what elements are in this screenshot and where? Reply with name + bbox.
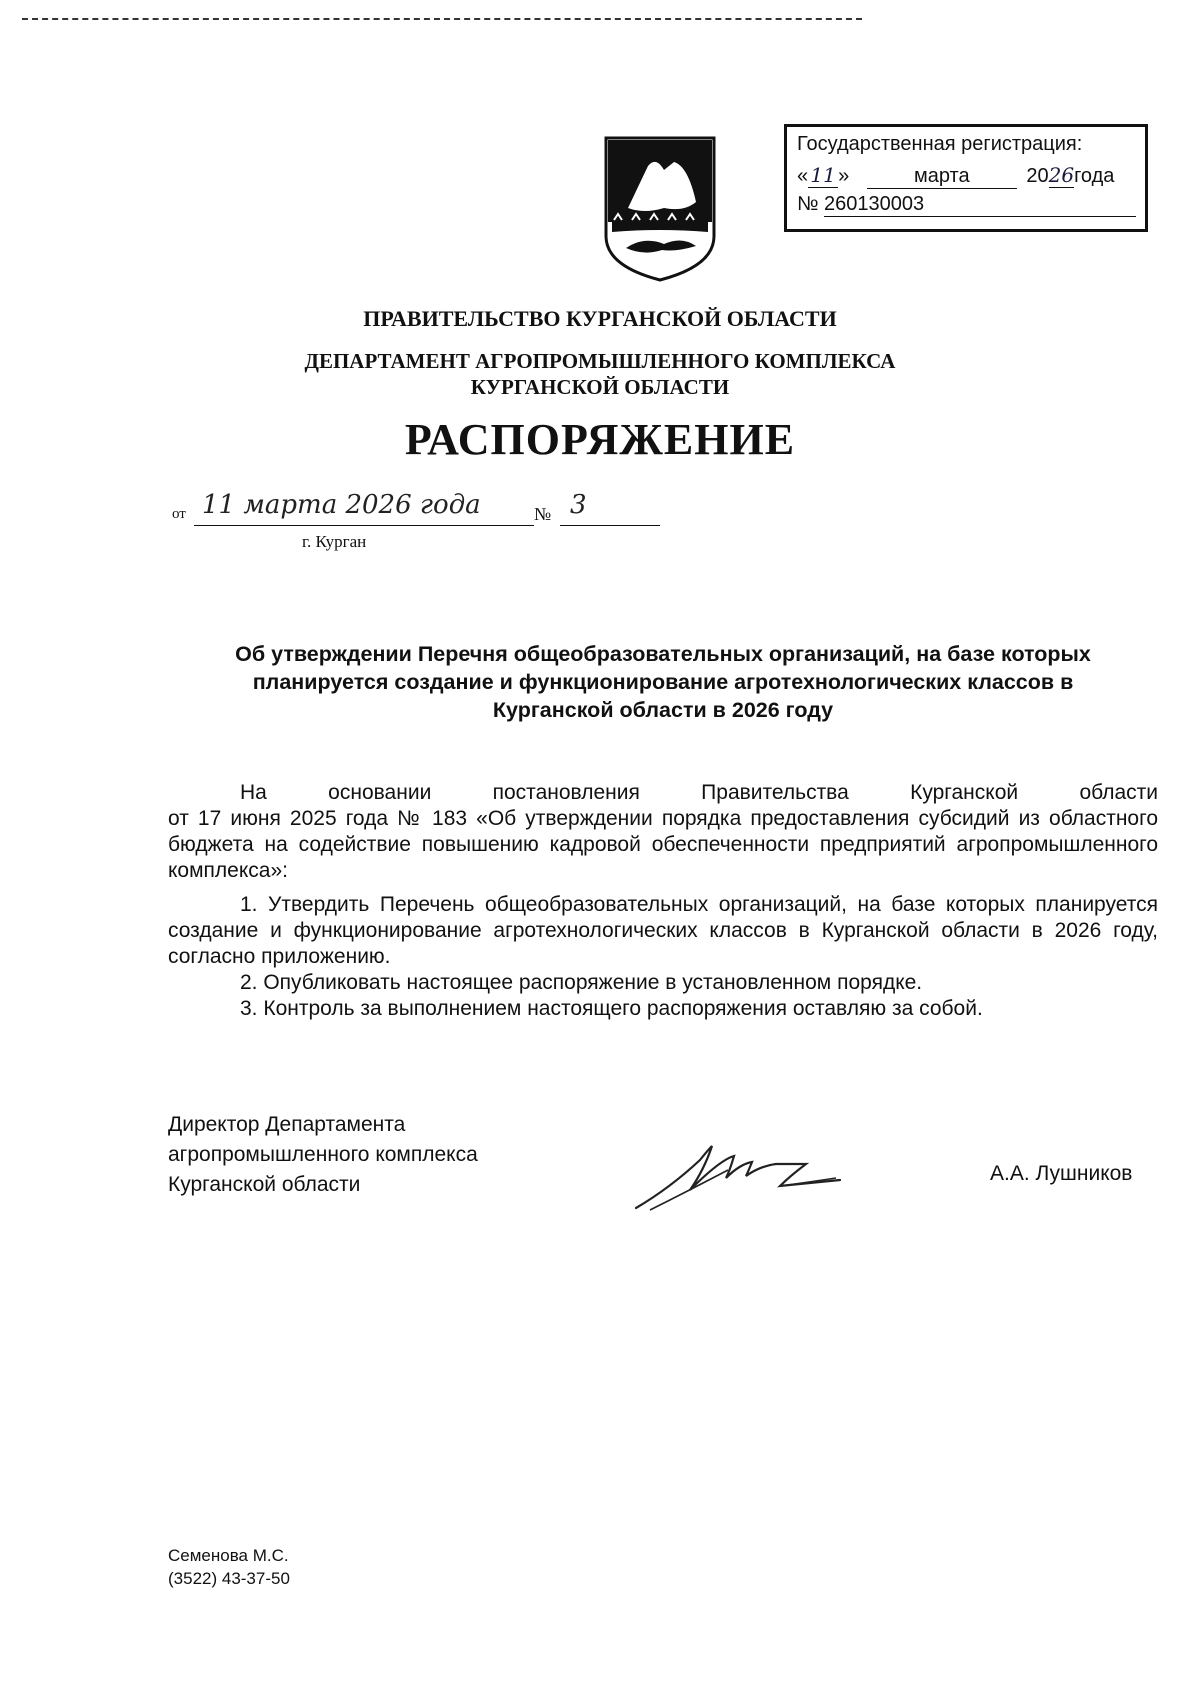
stamp-day: 11 xyxy=(808,163,838,188)
top-divider xyxy=(22,18,862,20)
stamp-number: 260130003 xyxy=(824,193,1136,217)
paragraph-1-first-line: На основании постановления Правительства Курганской области xyxy=(240,781,1158,804)
handwritten-date: 11 марта 2026 года xyxy=(202,490,481,520)
order-date-line xyxy=(172,490,660,526)
stamp-number-row xyxy=(797,193,1136,217)
subject-line1: Об утверждении Перечня общеобразовательных организаций, на базе которых xyxy=(235,642,1091,666)
date-underline xyxy=(194,525,534,526)
government-title: ПРАВИТЕЛЬСТВО КУРГАНСКОЙ ОБЛАСТИ xyxy=(363,306,837,331)
signatory-name: А.А. Лушников xyxy=(990,1162,1133,1185)
signatory-title-line1: Директор Департамента xyxy=(168,1113,406,1136)
signatory-title-line3: Курганской области xyxy=(168,1173,361,1196)
body-item-2: 2. Опубликовать настоящее распоряжение в установленном порядке. xyxy=(240,971,923,994)
coat-of-arms-icon xyxy=(604,136,716,282)
stamp-number-label: № xyxy=(797,193,819,215)
stamp-quote-open: « xyxy=(797,165,809,187)
from-label: от xyxy=(172,506,186,522)
number-label: № xyxy=(534,504,552,524)
signatory-title-line2: агропромышленного комплекса xyxy=(168,1143,478,1166)
executor-contact xyxy=(168,1544,290,1590)
stamp-year-word: года xyxy=(1074,165,1115,187)
body-item-1: 1. Утвердить Перечень общеобразовательных организаций, на базе которых планируется создание и функционирование агротехнологических классов в Курганской области в 2026 году, согласно приложению. xyxy=(168,893,1158,968)
signatory-title xyxy=(168,1110,478,1200)
stamp-title: Государственная регистрация: xyxy=(797,133,1083,155)
paragraph-1-rest: от 17 июня 2025 года № 183 «Об утверждении порядка предоставления субсидий из областного бюджета на содействие повышению кадровой обеспеченности предприятий агропромышленного комплекса»: xyxy=(168,807,1158,882)
department-title-line2: КУРГАНСКОЙ ОБЛАСТИ xyxy=(470,375,730,399)
department-title xyxy=(0,348,1200,400)
stamp-month: марта xyxy=(867,165,1017,189)
stamp-date-row xyxy=(797,163,1114,189)
stamp-year-suffix: 26 xyxy=(1048,163,1075,187)
body-paragraph-1 xyxy=(168,780,1158,884)
document-type-title: РАСПОРЯЖЕНИЕ xyxy=(404,415,796,464)
executor-phone: (3522) 43-37-50 xyxy=(168,1569,290,1588)
body-item-3: 3. Контроль за выполнением настоящего распоряжения оставляю за собой. xyxy=(240,997,983,1020)
number-underline xyxy=(560,525,660,526)
city-label: г. Курган xyxy=(302,532,367,551)
handwritten-number: 3 xyxy=(570,490,587,520)
executor-name: Семенова М.С. xyxy=(168,1546,289,1565)
registration-stamp xyxy=(784,124,1148,232)
subject-line2: планируется создание и функционирование агротехнологических классов в xyxy=(252,670,1074,694)
stamp-year-prefix: 20 xyxy=(1026,165,1049,187)
handwritten-signature xyxy=(630,1130,860,1214)
document-subject xyxy=(168,640,1158,724)
subject-line3: Курганской области в 2026 году xyxy=(492,698,834,722)
stamp-quote-close: » xyxy=(838,165,850,187)
department-title-line1: ДЕПАРТАМЕНТ АГРОПРОМЫШЛЕННОГО КОМПЛЕКСА xyxy=(304,349,896,373)
